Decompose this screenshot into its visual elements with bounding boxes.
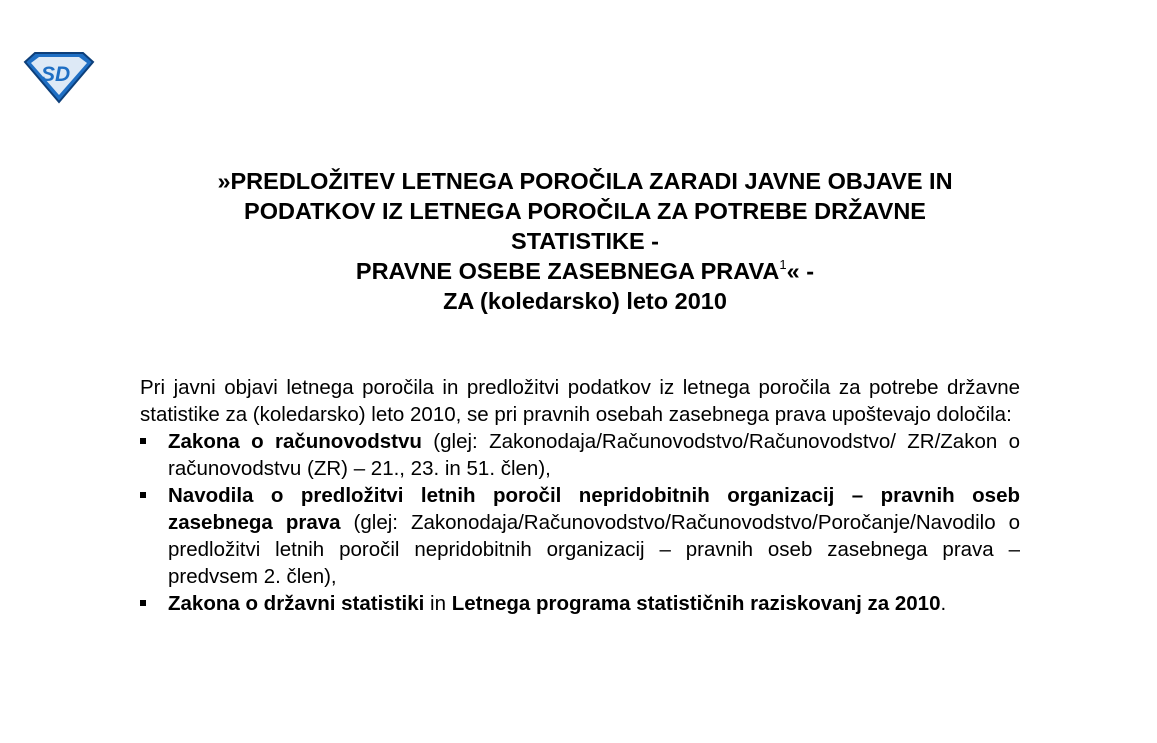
item-law-title: Navodila o predložitvi letnih poročil nepridobitnih organizacij – pravnih oseb zasebnega prava <box>168 484 1020 534</box>
bullet-icon <box>140 438 146 444</box>
intro-paragraph: Pri javni objavi letnega poročila in predložitvi podatkov iz letnega poročila za potrebe državne statistike za (koledarsko) leto 2010, se pri pravnih osebah zasebnega prava upoštevajo določila: <box>140 376 1020 426</box>
company-logo <box>22 50 96 104</box>
bullet-icon <box>140 492 146 498</box>
item-program-title: Letnega programa statističnih raziskovanj za 2010 <box>451 592 941 615</box>
item-end: . <box>940 592 947 615</box>
document-title <box>130 166 1040 316</box>
list-item <box>140 428 1020 482</box>
item-law-title: Zakona o računovodstvu <box>168 430 422 453</box>
item-reference: (glej: Zakonodaja/Računovodstvo/Računovodstvo/ ZR/Zakon o računovodstvu (ZR) – 21., 23. in 51. člen), <box>168 430 1020 480</box>
item-reference: (glej: Zakonodaja/Računovodstvo/Računovodstvo/Poročanje/Navodilo o predložitvi letnih poročil nepridobitnih organizacij – pravnih oseb zasebnega prava – predvsem 2. člen), <box>168 511 1020 588</box>
footnote-marker: 1 <box>779 257 787 272</box>
title-line-3: STATISTIKE - <box>511 228 659 254</box>
document-body <box>140 374 1020 617</box>
list-item <box>140 482 1020 590</box>
title-line-4-tail: « - <box>786 258 815 284</box>
title-line-1: »PREDLOŽITEV LETNEGA POROČILA ZARADI JAVNE OBJAVE IN <box>217 168 953 194</box>
title-line-4 <box>130 256 1040 286</box>
list-item <box>140 590 1020 617</box>
item-connector: in <box>430 592 446 615</box>
title-line-5: ZA (koledarsko) leto 2010 <box>443 288 727 314</box>
bullet-icon <box>140 600 146 606</box>
title-line-4-text: PRAVNE OSEBE ZASEBNEGA PRAVA <box>355 258 780 284</box>
title-line-2: PODATKOV IZ LETNEGA POROČILA ZA POTREBE DRŽAVNE <box>244 198 926 224</box>
item-law-title: Zakona o državni statistiki <box>168 592 425 615</box>
logo-letters: SD <box>41 63 71 86</box>
provisions-list <box>140 428 1020 617</box>
